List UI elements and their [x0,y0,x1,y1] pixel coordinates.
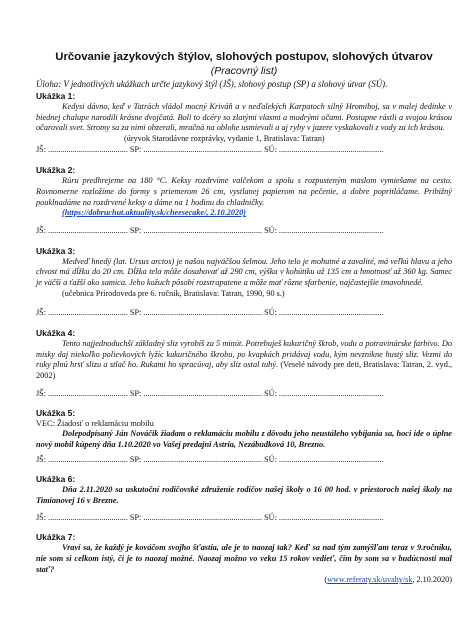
sample-5-subject: VEC: Žiadosť o reklamáciu mobilu [36,418,154,428]
sample-2-text: Rúru predhrejeme na 180 °C. Keksy rozdrvíme valčekom a spolu s rozpusteným maslom vymiešame na cesto. Rovnomerne rozložíme do formy s priemerom 26 cm, vystlanej papierom na pečenie, a dobre popritláčame. Pribižný pouklnadáme na rozdrvené keksy a dáme na 1 hodinu do chladničky. [36,176,452,207]
sample-1 [36,91,452,155]
sample-4-heading: Ukážka 4: [36,328,76,339]
sample-4-paragraph [36,339,452,381]
page-title: Určovanie jazykových štýlov, slohových postupov, slohových útvarov [55,51,433,63]
sample-2-answer-line[interactable]: JŠ: ....................................... SP: .......................................................... SÚ: ................................................... [36,225,384,235]
sample-3-answer-line[interactable]: JŠ: ....................................... SP: .......................................................... SÚ: ................................................... [36,308,384,318]
sample-2 [36,165,452,235]
sample-4-text: Tento najjednoduchší základný sliz vyrobíš za 5 minút. Potrebuješ kukuričný škrob, vodu a potravinárske farbivo. Do misky daj niekoľko polievkových lyžíc kukuričného škrobu, po kvapkách pridávaj vodu, kým nevznikne hustý sliz. Vezmi do ruky plnú hrsť slizu a stlač ho. Rukami ho spracúvaj, aby sliz ostal tuhý. [36,339,452,370]
sample-6-heading: Ukážka 6: [36,474,76,485]
sample-1-text: Kedysi dávno, keď v Tatrách vládol mocný Kriváň a v neďalekých Karpatoch silný Hromiboj, sa v malej dedinke v biednej chalupe narodili krásne dvojčatá. Boli to dcéry so zlatými vlasmi a modrými očami. Postupne rástli a svojou krásou očarovali svet. Stromy sa za nimi obzerali, mračná na oblohe usmievali a aj ryby v jazere vyskakovali z vody za ich krásou. [36,102,452,133]
sample-7-source-link[interactable]: www.referaty.sk/uvahy/sk [327,575,413,585]
sample-3-source: (učebnica Prírodoveda pre 6. ročník, Bratislava: Tatran, 1990, 90 s.) [62,288,285,298]
sample-7-source-line: (www.referaty.sk/uvahy/sk, 2.10.2020) [324,575,452,585]
task-instructions: Úloha: V jednotlivých ukážkach určte jazykový štýl (JŠ), slohový postup (SP) a slohový útvar (SÚ). [36,79,388,89]
sample-5-text: Dolepodpísaný Ján Nováčik žiadam o reklamáciu mobilu z dôvodu jeho neustáleho vybíjania sa, hoci ide o úplne nový mobil kúpený dňa 1.10.2020 vo Vašej predajni Astria, Nezábudková 10, Brezno. [36,429,452,449]
sample-1-source: (úryvok Starodávne rozprávky, vydanie 1, Bratislava: Tatran) [124,133,325,143]
sample-4-answer-line[interactable]: JŠ: ....................................... SP: .......................................................... SÚ: ................................................... [36,388,384,398]
sample-5-answer-line[interactable]: JŠ: ....................................... SP: .......................................................... SÚ: ................................................... [36,455,384,465]
sample-4 [36,328,452,398]
sample-6 [36,474,452,523]
sample-6-answer-line[interactable]: JŠ: ....................................... SP: .......................................................... SÚ: ................................................... [36,513,384,523]
sample-1-heading: Ukážka 1: [36,91,76,101]
sample-3-heading: Ukážka 3: [36,245,76,256]
sample-3 [36,246,452,318]
sample-3-text: Medveď hnedý (lat. Ursus arctos) je našou najväčšou šelmou. Jeho telo je mohutné a zavalité, má veľkú hlavu a jeho chvost má dĺžku do 20 cm. Dĺžka tela môže dosahovať až 290 cm, výška v kohútiku až 135 cm a hmotnosť až 360 kg. Samec je väčší a ťažší ako samica. Jeho kožuch pôsobí rozstrapatene a môže mať rôzne sfarbenie, najčastejšie tmavohnedé. [36,256,452,287]
page-subtitle: (Pracovný list) [210,65,278,77]
sample-2-source-link[interactable]: (https://dobruchut.aktuality.sk/cheesecake/, 2.10.2020) [62,208,246,218]
sample-1-answer-line[interactable]: JŠ: ....................................... SP: .......................................................... SÚ: ................................................... [36,145,384,155]
sample-5-heading: Ukážka 5: [36,407,76,418]
sample-2-heading: Ukážka 2: [36,165,76,176]
sample-5 [36,408,452,466]
sample-7-source-date: , 2.10.2020) [412,575,452,585]
sample-7-text: Vraví sa, že každý je kováčom svojho šťastia, ale je to naozaj tak? Keď sa nad tým zamýšľam teraz v 9.ročníku, nie som si celkom istý, či je to naozaj možné. Naozaj možno vo veku 15 rokov vedieť, čím by som sa v budúcnosti mal stať? [36,543,452,574]
sample-7 [36,532,452,585]
sample-2-source-line [36,208,452,219]
sample-4-source: (Veselé návody pre deti, Bratislava: Tatran, 2. vyd., 2002) [36,360,453,380]
sample-7-heading: Ukážka 7: [36,532,76,543]
sample-6-text: Dňa 2.11.2020 sa uskutoční rodičovské združenie rodičov našej školy o 16 00 hod. v priestoroch našej školy na Timianovej 16 v Brezne. [36,485,452,505]
